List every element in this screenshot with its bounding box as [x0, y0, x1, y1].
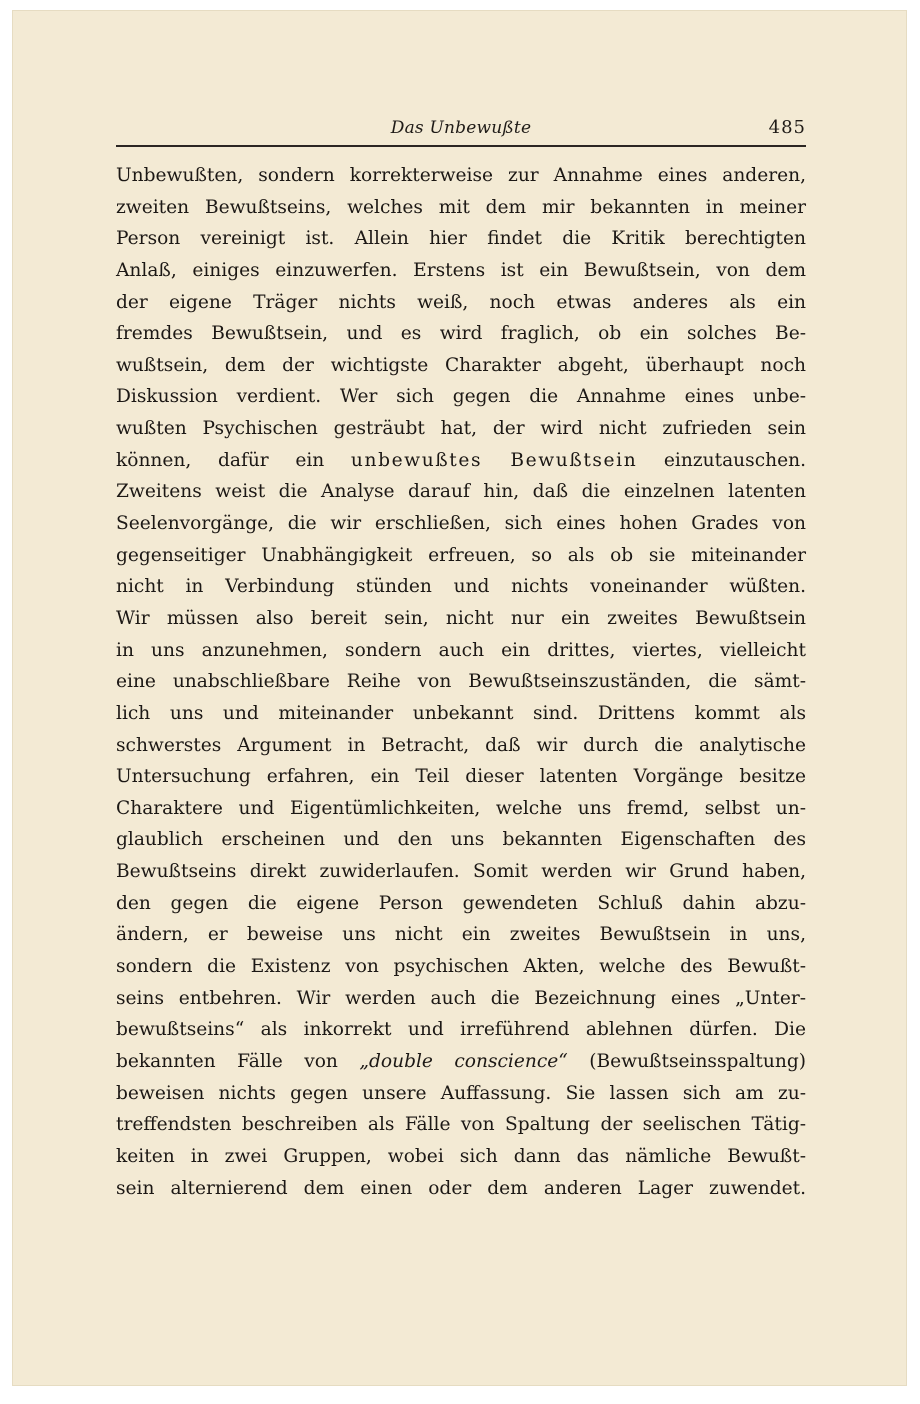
text-line-29: [116, 1046, 806, 1078]
text-line-4: Anlaß, einiges einzuwerfen. Erstens ist ein Bewußtsein, von dem: [116, 259, 806, 281]
body-text: [116, 160, 806, 1204]
text-line-28: bewußtseins“ als inkorrekt und irreführend ablehnen dürfen. Die: [116, 1019, 806, 1041]
text-line-19: schwerstes Argument in Betracht, daß wir durch die analytische: [116, 734, 806, 756]
page-number: 485: [768, 117, 806, 138]
text-line-12: Seelenvorgänge, die wir erschließen, sich eines hohen Grades von: [116, 513, 806, 535]
text-line-18: lich uns und miteinander unbekannt sind. Drittens kommt als: [116, 702, 806, 724]
text-line-8: Diskussion verdient. Wer sich gegen die Annahme eines unbe-: [116, 386, 806, 408]
text-line-10: [116, 445, 806, 477]
text-line-33: sein alternierend dem einen oder dem anderen Lager zuwendet.: [116, 1177, 806, 1199]
line10-suffix: einzutauschen.: [637, 449, 806, 471]
text-line-17: eine unabschließbare Reihe von Bewußtseinszuständen, die sämt-: [116, 671, 806, 693]
spaced-emphasis: unbewußtes Bewußtsein: [350, 449, 638, 471]
book-page: [12, 10, 907, 1386]
italic-term: „double conscience“: [359, 1050, 568, 1072]
text-line-6: fremdes Bewußtsein, und es wird fraglich, ob ein solches Be-: [116, 323, 806, 345]
line29-prefix: bekannten Fälle von: [116, 1050, 360, 1072]
text-line-5: der eigene Träger nichts weiß, noch etwas anderes als ein: [116, 291, 806, 313]
text-line-2: zweiten Bewußtseins, welches mit dem mir bekannten in meiner: [116, 196, 806, 218]
text-line-3: Person vereinigt ist. Allein hier findet die Kritik berechtigten: [116, 228, 806, 250]
text-line-14: nicht in Verbindung stünden und nichts voneinander wüßten.: [116, 576, 806, 598]
text-line-31: treffendsten beschreiben als Fälle von Spaltung der seelischen Tätig-: [116, 1114, 806, 1136]
text-line-23: Bewußtseins direkt zuwiderlaufen. Somit werden wir Grund haben,: [116, 861, 806, 883]
text-line-16: in uns anzunehmen, sondern auch ein drittes, viertes, vielleicht: [116, 639, 806, 661]
text-line-24: den gegen die eigene Person gewendeten Schluß dahin abzu-: [116, 892, 806, 914]
line29-suffix: (Bewußtseinsspaltung): [567, 1050, 807, 1072]
text-line-15: Wir müssen also bereit sein, nicht nur ein zweites Bewußtsein: [116, 607, 806, 629]
text-line-27: seins entbehren. Wir werden auch die Bezeichnung eines „Unter-: [116, 987, 806, 1009]
text-line-13: gegenseitiger Unabhängigkeit erfreuen, so als ob sie miteinander: [116, 544, 806, 566]
text-line-25: ändern, er beweise uns nicht ein zweites Bewußtsein in uns,: [116, 924, 806, 946]
text-line-9: wußten Psychischen gesträubt hat, der wird nicht zufrieden sein: [116, 418, 806, 440]
running-title: Das Unbewußte: [390, 118, 532, 138]
text-line-22: glaublich erscheinen und den uns bekannten Eigenschaften des: [116, 829, 806, 851]
text-line-26: sondern die Existenz von psychischen Akten, welche des Bewußt-: [116, 956, 806, 978]
text-line-30: beweisen nichts gegen unsere Auffassung. Sie lassen sich am zu-: [116, 1082, 806, 1104]
text-line-7: wußtsein, dem der wichtigste Charakter abgeht, überhaupt noch: [116, 354, 806, 376]
text-line-11: Zweitens weist die Analyse darauf hin, daß die einzelnen latenten: [116, 481, 806, 503]
text-line-20: Untersuchung erfahren, ein Teil dieser latenten Vorgänge besitze: [116, 766, 806, 788]
line10-prefix: können, dafür ein: [116, 449, 351, 471]
text-line-1: Unbewußten, sondern korrekterweise zur Annahme eines anderen,: [116, 165, 806, 186]
text-line-21: Charaktere und Eigentümlichkeiten, welche uns fremd, selbst un-: [116, 797, 806, 819]
running-head: [116, 115, 806, 147]
text-line-32: keiten in zwei Gruppen, wobei sich dann das nämliche Bewußt-: [116, 1145, 806, 1167]
